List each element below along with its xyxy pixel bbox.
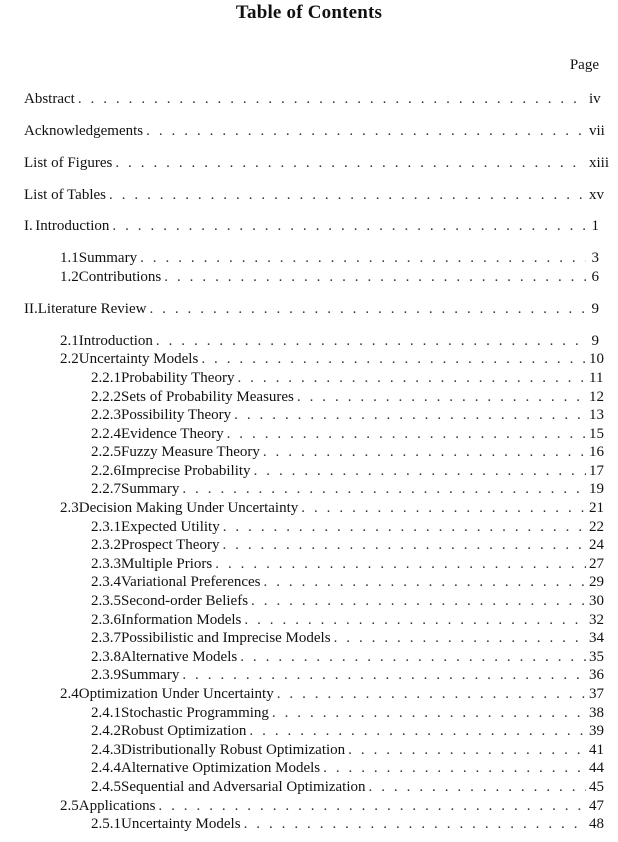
toc-entry-number: 2.3.2 bbox=[91, 537, 121, 553]
toc-entry-page: 38 bbox=[589, 705, 604, 721]
toc-entry-page: 3 bbox=[591, 250, 599, 266]
leader-dots bbox=[254, 462, 586, 480]
leader-dots bbox=[251, 592, 586, 610]
toc-entry-label: Prospect Theory bbox=[121, 537, 220, 553]
toc-entry-number: 2.5 bbox=[60, 798, 79, 814]
toc-entry-label: Fuzzy Measure Theory bbox=[121, 444, 260, 460]
leader-dots bbox=[227, 425, 586, 443]
leader-dots bbox=[146, 122, 586, 140]
page-column-label: Page bbox=[569, 57, 599, 73]
toc-entry-page: 12 bbox=[589, 389, 604, 405]
leader-dots bbox=[158, 797, 586, 815]
toc-entry-page: 35 bbox=[589, 649, 604, 665]
toc-entry-label: Imprecise Probability bbox=[121, 463, 251, 479]
toc-entry-page: vii bbox=[589, 123, 605, 139]
toc-subsection-2-2-1[interactable] bbox=[91, 369, 604, 387]
toc-entry-page: 19 bbox=[589, 481, 604, 497]
toc-entry-label: Decision Making Under Uncertainty bbox=[78, 500, 299, 516]
toc-entry-number: 2.3.9 bbox=[91, 667, 121, 683]
toc-entry-number: 2.3.8 bbox=[91, 649, 121, 665]
toc-entry-label: Second-order Beliefs bbox=[121, 593, 249, 609]
toc-entry-number: 2.3.1 bbox=[91, 519, 121, 535]
toc-entry-page: 13 bbox=[589, 407, 604, 423]
leader-dots bbox=[272, 704, 586, 722]
toc-entry-number: 2.1 bbox=[60, 333, 79, 349]
toc-section-2-1[interactable] bbox=[60, 332, 599, 350]
toc-entry-number: 2.3 bbox=[60, 500, 79, 516]
leader-dots bbox=[297, 388, 586, 406]
toc-subsection-2-4-1[interactable] bbox=[91, 704, 604, 722]
toc-entry-number: I. bbox=[24, 218, 33, 234]
toc-entry-page: 21 bbox=[589, 500, 604, 516]
toc-chapter-introduction[interactable] bbox=[24, 217, 599, 235]
toc-entry-page: xv bbox=[589, 187, 604, 203]
toc-entry-label: Summary bbox=[121, 481, 180, 497]
toc-entry-number: 2.2.7 bbox=[91, 481, 121, 497]
toc-entry-label: Optimization Under Uncertainty bbox=[78, 686, 274, 702]
toc-entry-page: 1 bbox=[591, 218, 599, 234]
leader-dots bbox=[277, 685, 586, 703]
leader-dots bbox=[334, 629, 586, 647]
toc-entry-page: 22 bbox=[589, 519, 604, 535]
toc-entry-label: Applications bbox=[78, 798, 156, 814]
leader-dots bbox=[223, 518, 586, 536]
toc-entry-label: Summary bbox=[78, 250, 138, 266]
toc-subsection-2-2-4[interactable] bbox=[91, 425, 604, 443]
toc-entry-label: List of Tables bbox=[24, 187, 106, 203]
toc-subsection-2-3-1[interactable] bbox=[91, 518, 604, 536]
toc-entry-number: 1.1 bbox=[60, 250, 79, 266]
toc-entry-page: 30 bbox=[589, 593, 604, 609]
toc-entry-number: 2.2.3 bbox=[91, 407, 121, 423]
toc-subsection-2-3-9[interactable] bbox=[91, 666, 604, 684]
toc-entry-page: 39 bbox=[589, 723, 604, 739]
toc-subsection-2-3-6[interactable] bbox=[91, 611, 604, 629]
toc-entry-page: 10 bbox=[589, 351, 604, 367]
toc-subsection-2-2-5[interactable] bbox=[91, 443, 604, 461]
leader-dots bbox=[323, 759, 586, 777]
toc-subsection-2-2-6[interactable] bbox=[91, 462, 604, 480]
toc-entry-label: Probability Theory bbox=[121, 370, 235, 386]
toc-entry-page: 11 bbox=[589, 370, 604, 386]
toc-entry-label: Sets of Probability Measures bbox=[121, 389, 294, 405]
toc-entry-label: Introduction bbox=[78, 333, 153, 349]
toc-entry-page: 17 bbox=[589, 463, 604, 479]
leader-dots bbox=[201, 350, 586, 368]
toc-entry-number: 2.3.7 bbox=[91, 630, 121, 646]
toc-entry-label: Multiple Priors bbox=[121, 556, 213, 572]
toc-subsection-2-3-4[interactable] bbox=[91, 573, 604, 591]
toc-entry-number: 2.4 bbox=[60, 686, 79, 702]
toc-entry-number: 2.4.5 bbox=[91, 779, 121, 795]
toc-entry-number: 2.4.1 bbox=[91, 705, 121, 721]
toc-entry-number: 2.2.6 bbox=[91, 463, 121, 479]
toc-entry-page: 6 bbox=[591, 269, 599, 285]
toc-entry-page: 32 bbox=[589, 612, 604, 628]
toc-section-2-5[interactable] bbox=[60, 797, 604, 815]
toc-entry-page: 27 bbox=[589, 556, 604, 572]
toc-subsection-2-2-3[interactable] bbox=[91, 406, 604, 424]
toc-entry-number: 2.3.3 bbox=[91, 556, 121, 572]
toc-entry-number: 2.3.6 bbox=[91, 612, 121, 628]
toc-section-2-2[interactable] bbox=[60, 350, 604, 368]
leader-dots bbox=[164, 268, 586, 286]
toc-entry-page: 36 bbox=[589, 667, 604, 683]
leader-dots bbox=[112, 217, 586, 235]
toc-entry-abstract[interactable] bbox=[24, 90, 599, 108]
toc-entry-label: Abstract bbox=[24, 91, 75, 107]
toc-entry-label: Possibilistic and Imprecise Models bbox=[121, 630, 331, 646]
leader-dots bbox=[115, 154, 586, 172]
toc-entry-label: Uncertainty Models bbox=[78, 351, 199, 367]
toc-entry-page: 44 bbox=[589, 760, 604, 776]
toc-entry-label: Contributions bbox=[78, 269, 162, 285]
toc-entry-list-of-tables[interactable] bbox=[24, 186, 604, 204]
toc-entry-page: 48 bbox=[589, 816, 604, 832]
toc-entry-number: 2.2.5 bbox=[91, 444, 121, 460]
toc-subsection-2-5-1[interactable] bbox=[91, 815, 604, 833]
page-title: Table of Contents bbox=[235, 2, 383, 23]
toc-entry-label: Literature Review bbox=[37, 301, 147, 317]
toc-entry-label: Variational Preferences bbox=[121, 574, 261, 590]
toc-subsection-2-2-2[interactable] bbox=[91, 388, 604, 406]
leader-dots bbox=[237, 369, 586, 387]
leader-dots bbox=[348, 741, 586, 759]
toc-subsection-2-4-4[interactable] bbox=[91, 759, 604, 777]
toc-entry-label: Introduction bbox=[35, 218, 110, 234]
toc-section-1-2[interactable] bbox=[60, 268, 599, 286]
toc-chapter-literature-review[interactable] bbox=[24, 300, 599, 318]
leader-dots bbox=[149, 300, 586, 318]
toc-entry-label: Possibility Theory bbox=[121, 407, 232, 423]
leader-dots bbox=[215, 555, 586, 573]
toc-entry-label: Information Models bbox=[121, 612, 242, 628]
toc-entry-label: Evidence Theory bbox=[121, 426, 224, 442]
toc-entry-page: xiii bbox=[589, 155, 610, 171]
toc-entry-number: 2.2.4 bbox=[91, 426, 121, 442]
toc-entry-page: 41 bbox=[589, 742, 604, 758]
leader-dots bbox=[182, 666, 586, 684]
leader-dots bbox=[244, 815, 586, 833]
leader-dots bbox=[249, 722, 586, 740]
toc-entry-number: 2.4.3 bbox=[91, 742, 121, 758]
toc-entry-page: 45 bbox=[589, 779, 604, 795]
toc-section-2-4[interactable] bbox=[60, 685, 604, 703]
leader-dots bbox=[109, 186, 586, 204]
toc-entry-label: Uncertainty Models bbox=[121, 816, 241, 832]
leader-dots bbox=[156, 332, 586, 350]
toc-entry-acknowledgements[interactable] bbox=[24, 122, 605, 140]
toc-entry-page: 29 bbox=[589, 574, 604, 590]
leader-dots bbox=[264, 573, 586, 591]
toc-entry-label: Sequential and Adversarial Optimization bbox=[121, 779, 366, 795]
toc-entry-page: 34 bbox=[589, 630, 604, 646]
toc-entry-number: 2.4.2 bbox=[91, 723, 121, 739]
toc-entry-label: Distributionally Robust Optimization bbox=[121, 742, 346, 758]
toc-entry-label: Alternative Models bbox=[121, 649, 238, 665]
toc-entry-list-of-figures[interactable] bbox=[24, 154, 610, 172]
toc-entry-number: 2.5.1 bbox=[91, 816, 121, 832]
toc-section-2-3[interactable] bbox=[60, 499, 604, 517]
toc-entry-label: Alternative Optimization Models bbox=[121, 760, 321, 776]
toc-entry-page: 47 bbox=[589, 798, 604, 814]
toc-section-1-1[interactable] bbox=[60, 249, 599, 267]
toc-entry-label: Acknowledgements bbox=[24, 123, 144, 139]
toc-entry-page: 9 bbox=[591, 301, 599, 317]
leader-dots bbox=[301, 499, 586, 517]
toc-entry-number: II. bbox=[24, 301, 38, 317]
leader-dots bbox=[369, 778, 586, 796]
leader-dots bbox=[240, 648, 586, 666]
toc-subsection-2-4-2[interactable] bbox=[91, 722, 604, 740]
toc-subsection-2-4-3[interactable] bbox=[91, 741, 604, 759]
toc-subsection-2-3-7[interactable] bbox=[91, 629, 604, 647]
leader-dots bbox=[182, 480, 586, 498]
toc-subsection-2-4-5[interactable] bbox=[91, 778, 604, 796]
toc-entry-number: 2.2.1 bbox=[91, 370, 121, 386]
toc-entry-label: List of Figures bbox=[24, 155, 113, 171]
toc-entry-page: iv bbox=[589, 91, 601, 107]
leader-dots bbox=[78, 90, 586, 108]
toc-entry-label: Expected Utility bbox=[121, 519, 220, 535]
toc-entry-number: 2.3.5 bbox=[91, 593, 121, 609]
leader-dots bbox=[234, 406, 586, 424]
leader-dots bbox=[263, 443, 586, 461]
toc-entry-number: 2.2 bbox=[60, 351, 79, 367]
toc-entry-number: 2.3.4 bbox=[91, 574, 121, 590]
toc-entry-page: 15 bbox=[589, 426, 604, 442]
toc-entry-number: 1.2 bbox=[60, 269, 79, 285]
toc-entry-number: 2.2.2 bbox=[91, 389, 121, 405]
toc-subsection-2-2-7[interactable] bbox=[91, 480, 604, 498]
toc-entry-label: Stochastic Programming bbox=[121, 705, 269, 721]
leader-dots bbox=[244, 611, 586, 629]
toc-subsection-2-3-5[interactable] bbox=[91, 592, 604, 610]
toc-subsection-2-3-8[interactable] bbox=[91, 648, 604, 666]
toc-subsection-2-3-3[interactable] bbox=[91, 555, 604, 573]
leader-dots bbox=[140, 249, 586, 267]
toc-entry-number: 2.4.4 bbox=[91, 760, 121, 776]
toc-entry-page: 16 bbox=[589, 444, 604, 460]
toc-entry-label: Robust Optimization bbox=[121, 723, 247, 739]
toc-entry-page: 37 bbox=[589, 686, 604, 702]
toc-subsection-2-3-2[interactable] bbox=[91, 536, 604, 554]
toc-entry-page: 9 bbox=[591, 333, 599, 349]
leader-dots bbox=[222, 536, 586, 554]
toc-entry-label: Summary bbox=[121, 667, 180, 683]
toc-entry-page: 24 bbox=[589, 537, 604, 553]
